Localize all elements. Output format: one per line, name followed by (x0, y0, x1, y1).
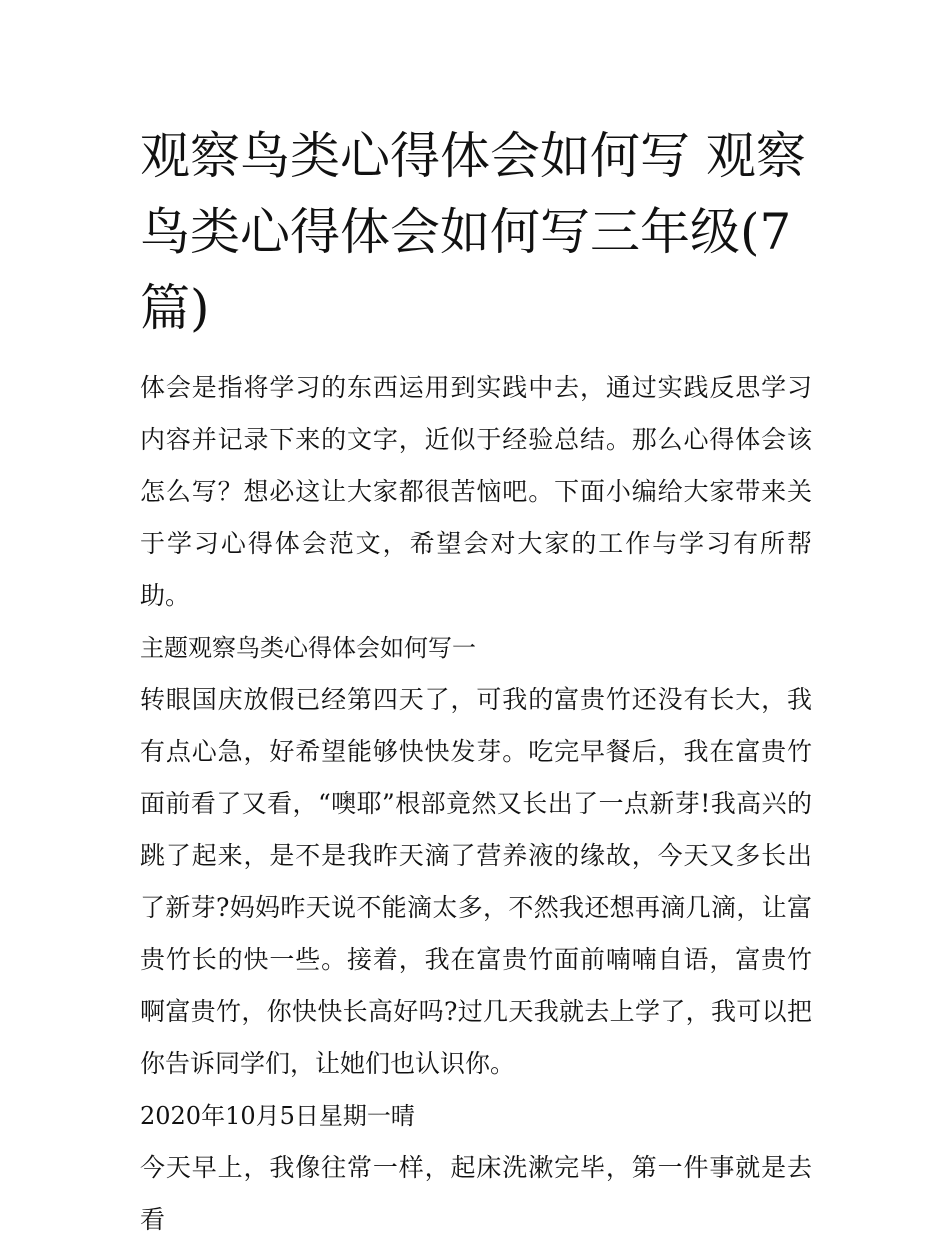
body-paragraph-continued: 今天早上，我像往常一样，起床洗漱完毕，第一件事就是去看 (140, 1153, 812, 1234)
diary-date: 2020年10月5日星期一晴 (140, 1102, 415, 1130)
document-title: 观察鸟类心得体会如何写 观察鸟类心得体会如何写三年级(7篇) (140, 127, 806, 337)
document-page (140, 118, 812, 1246)
body-paragraph: 转眼国庆放假已经第四天了，可我的富贵竹还没有长大，我有点心急，好希望能够快快发芽。吃完早餐后，我在富贵竹面前看了又看，“噢耶”根部竟然又长出了一点新芽!我高兴的跳了起来，是不是我昨天滴了营养液的缘故，今天又多长出了新芽?妈妈昨天说不能滴太多，不然我还想再滴几滴，让富贵竹长的快一些。接着，我在富贵竹面前喃喃自语，富贵竹啊富贵竹，你快快长高好吗?过几天我就去上学了，我可以把你告诉同学们，让她们也认识你。 (140, 685, 812, 1078)
section-heading: 主题观察鸟类心得体会如何写一 (140, 634, 476, 662)
intro-paragraph: 体会是指将学习的东西运用到实践中去，通过实践反思学习内容并记录下来的文字，近似于经验总结。那么心得体会该怎么写？想必这让大家都很苦恼吧。下面小编给大家带来关于学习心得体会范文，希望会对大家的工作与学习有所帮助。 (140, 373, 812, 610)
document-body (140, 362, 812, 1246)
